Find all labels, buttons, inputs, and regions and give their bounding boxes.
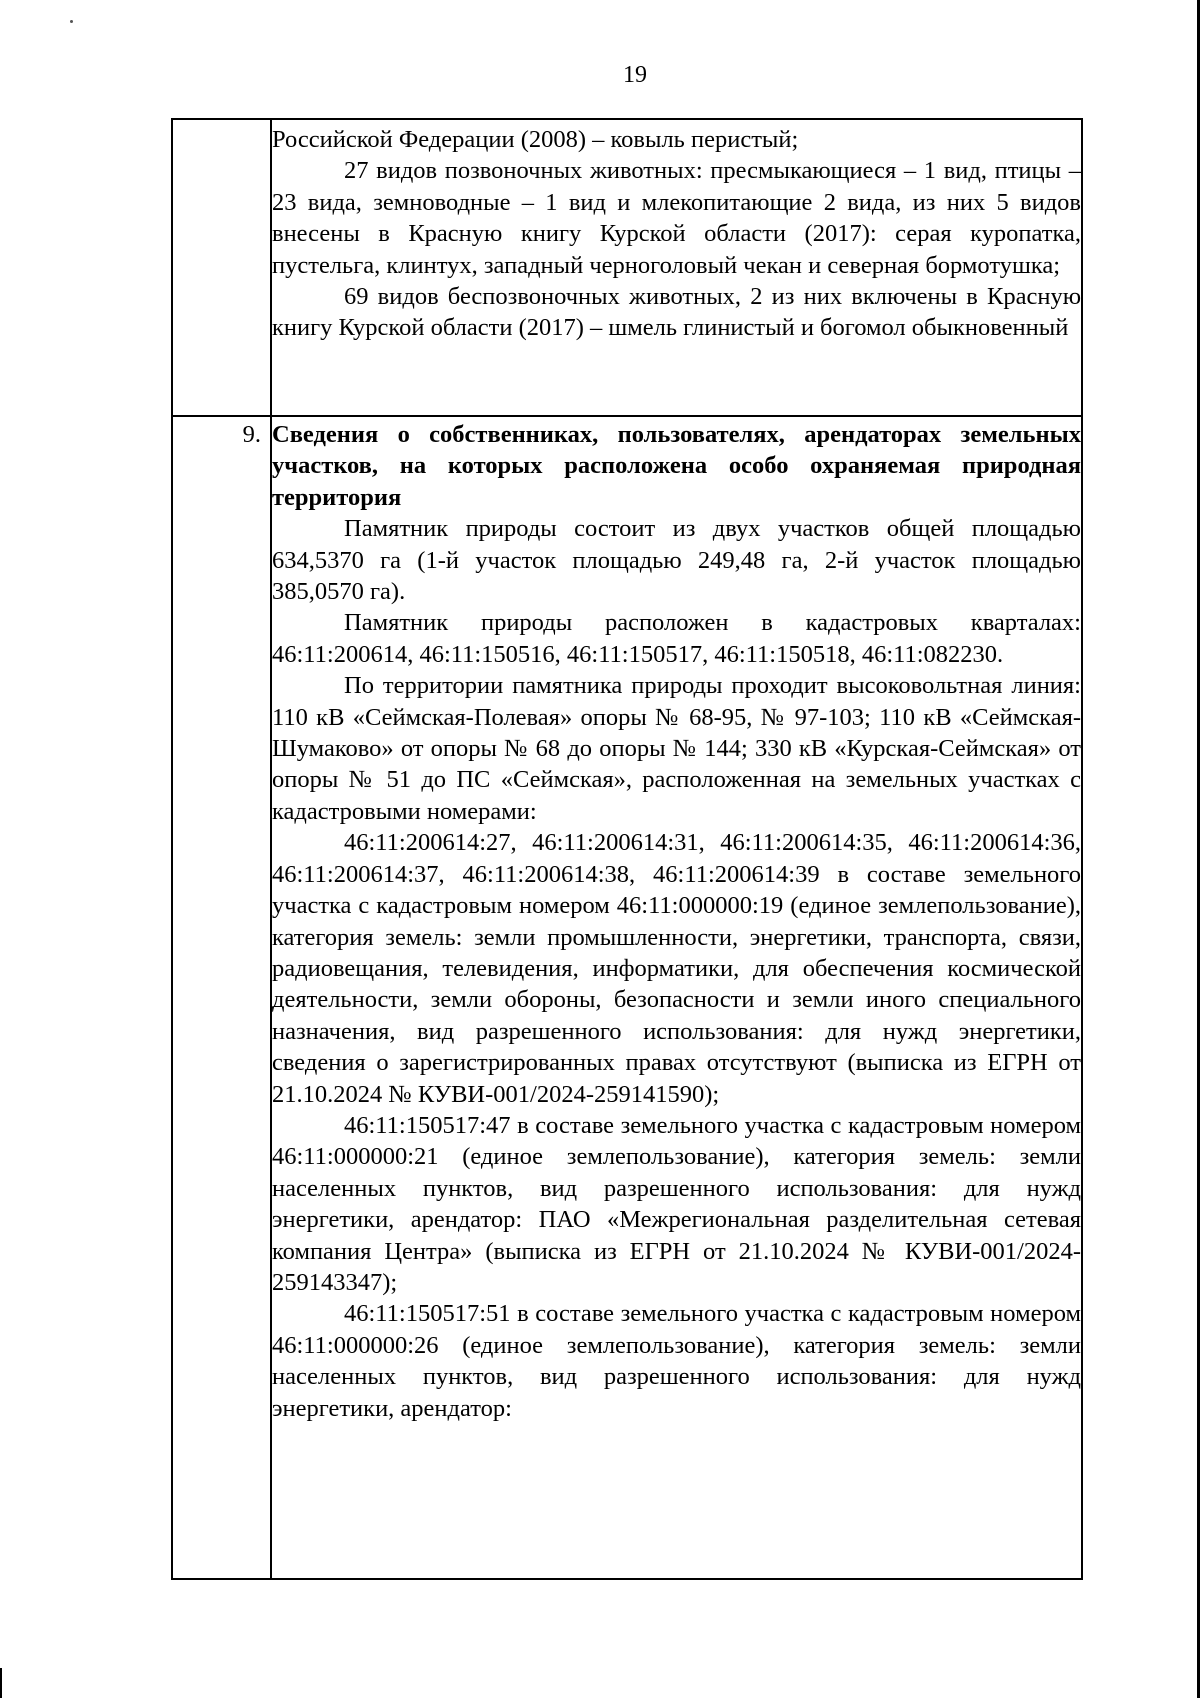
row-number: 9. [242, 421, 261, 448]
scan-speck [70, 20, 73, 23]
row-divider [173, 415, 1081, 417]
continuation-cell [272, 124, 1081, 344]
scan-corner-mark [0, 1668, 10, 1698]
paragraph-invertebrates: 69 видов беспозвоночных животных, 2 из них включены в Красную книгу Курской области (2017) – шмель глинистый и богомол обыкновенный [272, 283, 1081, 342]
paragraph-vertebrates: 27 видов позвоночных животных: пресмыкающиеся – 1 вид, птицы – 23 вида, земноводные – 1 вид и млекопитающие 2 вида, из них 5 видов внесены в Красную книгу Курской области (2017): серая куропатка, пустельга, клинтух, западный черноголовый чекан и северная бормотушка; [272, 157, 1081, 279]
page-number: 19 [623, 62, 647, 88]
paragraph-land-plot-21: 46:11:150517:47 в составе земельного участка с кадастровым номером 46:11:000000:21 (единое землепользование), категория земель: земли населенных пунктов, вид разрешенного использования: для нужд энергетики, арендатор: ПАО «Межрегиональная разделительная сетевая компания Центра» (выписка из ЕГРН от 21.10.2024 № КУВИ-001/2024-259143347); [272, 1111, 1081, 1296]
row9-content-cell [272, 419, 1081, 1424]
document-table [171, 118, 1083, 1580]
paragraph-cadastral-quarters: Памятник природы расположен в кадастровых кварталах: 46:11:200614, 46:11:150516, 46:11:150517, 46:11:150518, 46:11:082230. [272, 609, 1081, 668]
paragraph-land-plot-26: 46:11:150517:51 в составе земельного участка с кадастровым номером 46:11:000000:26 (единое землепользование), категория земель: земли населенных пунктов, вид разрешенного использования: для нужд энергетики, арендатор: [272, 1300, 1081, 1422]
paragraph-land-plot-19: 46:11:200614:27, 46:11:200614:31, 46:11:200614:35, 46:11:200614:36, 46:11:200614:37, 46:11:200614:38, 46:11:200614:39 в составе земельного участка с кадастровым номером 46:11:000000:19 (единое землепользование), категория земель: земли промышленности, энергетики, транспорта, связи, радиовещания, телевидения, информатики, для обеспечения космической деятельности, земли обороны, безопасности и земли иного специального назначения, вид разрешенного использования: для нужд энергетики, сведения о зарегистрированных правах отсутствуют (выписка из ЕГРН от 21.10.2024 № КУВИ-001/2024-259141590); [272, 829, 1081, 1108]
continuation-line: Российской Федерации (2008) – ковыль перистый; [272, 126, 799, 153]
section-heading: Сведения о собственниках, пользователях, арендаторах земельных участков, на которых расположена особо охраняемая природная территория [272, 421, 1081, 511]
paragraph-area: Памятник природы состоит из двух участков общей площадью 634,5370 га (1-й участок площадью 249,48 га, 2-й участок площадью 385,0570 га). [272, 515, 1081, 606]
paragraph-power-line: По территории памятника природы проходит высоковольтная линия: 110 кВ «Сеймская-Полевая» опоры № 68-95, № 97-103; 110 кВ «Сеймская-Шумаково» от опоры № 68 до опоры № 144; 330 кВ «Курская-Сеймская» от опоры № 51 до ПС «Сеймская», расположенная на земельных участках с кадастровыми номерами: [272, 672, 1081, 825]
